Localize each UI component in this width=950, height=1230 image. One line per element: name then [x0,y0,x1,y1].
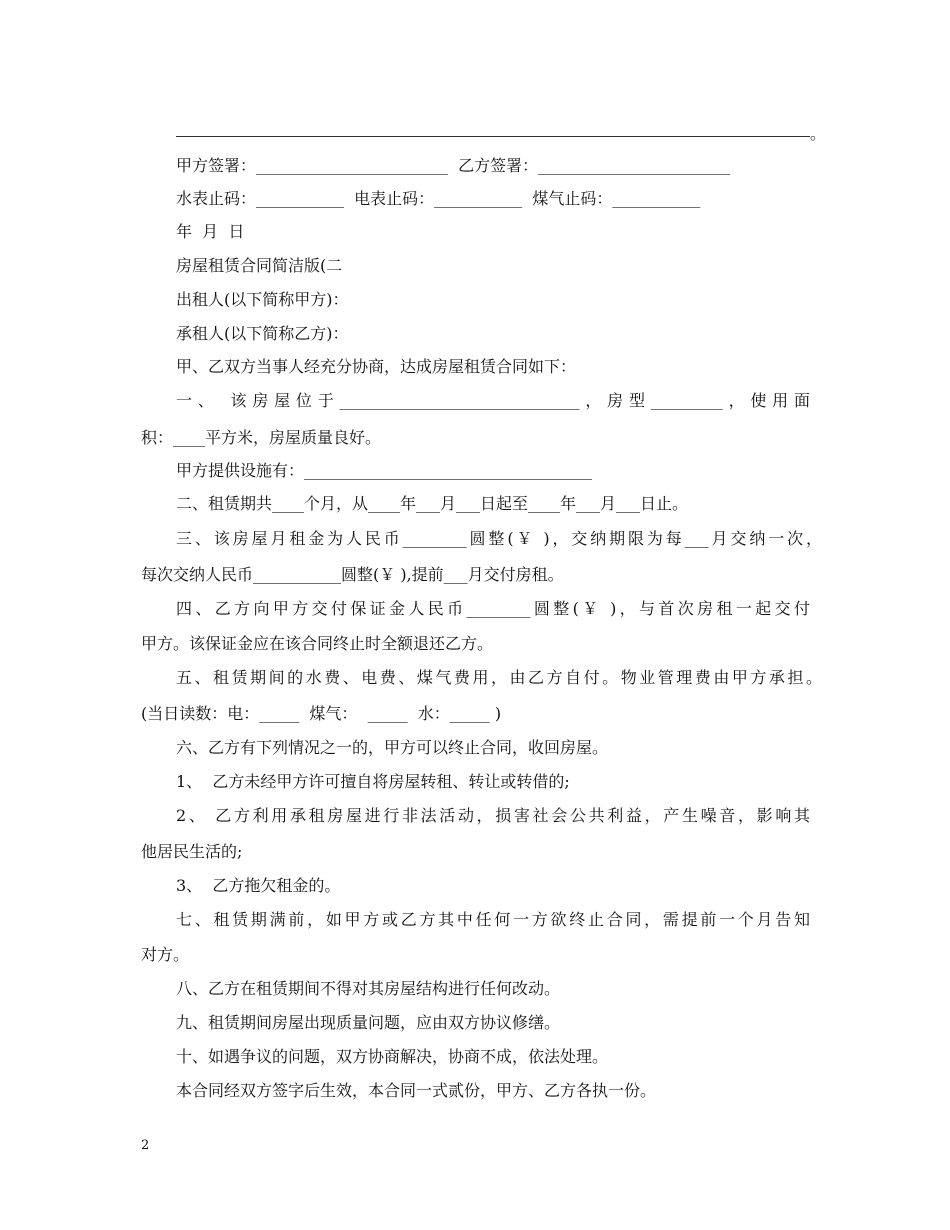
clause-6-item-1: 1、 乙方未经甲方许可擅自将房屋转租、转让或转借的; [176,772,570,791]
clause-4-line-1: 四、乙方向甲方交付保证金人民币________圆整(￥ )，与首次房租一起交付 [176,599,810,618]
top-period: 。 [810,124,827,143]
clause-7-line-1: 七、租赁期满前，如甲方或乙方其中任何一方欲终止合同，需提前一个月告知 [176,910,810,929]
lessee-line: 承租人(以下简称乙方)： [176,324,349,343]
clause-10: 十、如遇争议的问题，双方协商解决，协商不成，依法处理。 [176,1047,609,1066]
clause-6-item-2-line-1: 2、 乙方利用承租房屋进行非法活动，损害社会公共利益，产生噪音，影响其 [176,806,810,825]
clause-6-item-2-line-2: 他居民生活的; [141,842,243,861]
clause-1-line-1: 一、 该房屋位于______________________________，房型_________，使用面 [176,391,810,410]
signature-line: 甲方签署：________________________ 乙方签署：________________________ [176,156,731,175]
clause-3-line-1: 三、该房屋月租金为人民币________圆整(￥ )，交纳期限为每___月交纳一次， [176,529,822,548]
preamble-line: 甲、乙双方当事人经充分协商，达成房屋租赁合同如下： [176,357,577,376]
clause-5-readings: (当日读数：电：_____ 煤气： _____ 水：_____ ) [141,704,502,723]
clause-1-line-2: 积：____平方米，房屋质量良好。 [141,428,382,447]
clause-6-item-3: 3、 乙方拖欠租金的。 [176,876,341,895]
clause-5-line-1: 五、租赁期间的水费、电费、煤气费用，由乙方自付。物业管理费由甲方承担。 [176,668,822,687]
clause-8: 八、乙方在租赁期间不得对其房屋结构进行任何改动。 [176,979,561,998]
facilities-line: 甲方提供设施有：____________________________________ [176,461,593,480]
lessor-line: 出租人(以下简称甲方)： [176,290,349,309]
meter-readings-line: 水表止码：___________ 电表止码：___________ 煤气止码：___________ [176,189,701,208]
clause-9: 九、租赁期间房屋出现质量问题，应由双方协议修缮。 [176,1013,561,1032]
contract-title: 房屋租赁合同简洁版(二 [176,256,343,275]
blank-fill-line [176,136,810,137]
clause-7-line-2: 对方。 [141,945,190,964]
clause-4-line-2: 甲方。该保证金应在该合同终止时全额退还乙方。 [141,634,494,653]
clause-2: 二、租赁期共____个月，从____年___月___日起至____年___月___日止。 [176,494,689,513]
date-line: 年 月 日 [176,222,245,241]
clause-6: 六、乙方有下列情况之一的，甲方可以终止合同，收回房屋。 [176,738,609,757]
closing-line: 本合同经双方签字后生效，本合同一式贰份，甲方、乙方各执一份。 [176,1081,657,1100]
clause-3-line-2: 每次交纳人民币___________圆整(￥ ),提前___月交付房租。 [141,565,564,584]
page-number: 2 [141,1138,150,1153]
